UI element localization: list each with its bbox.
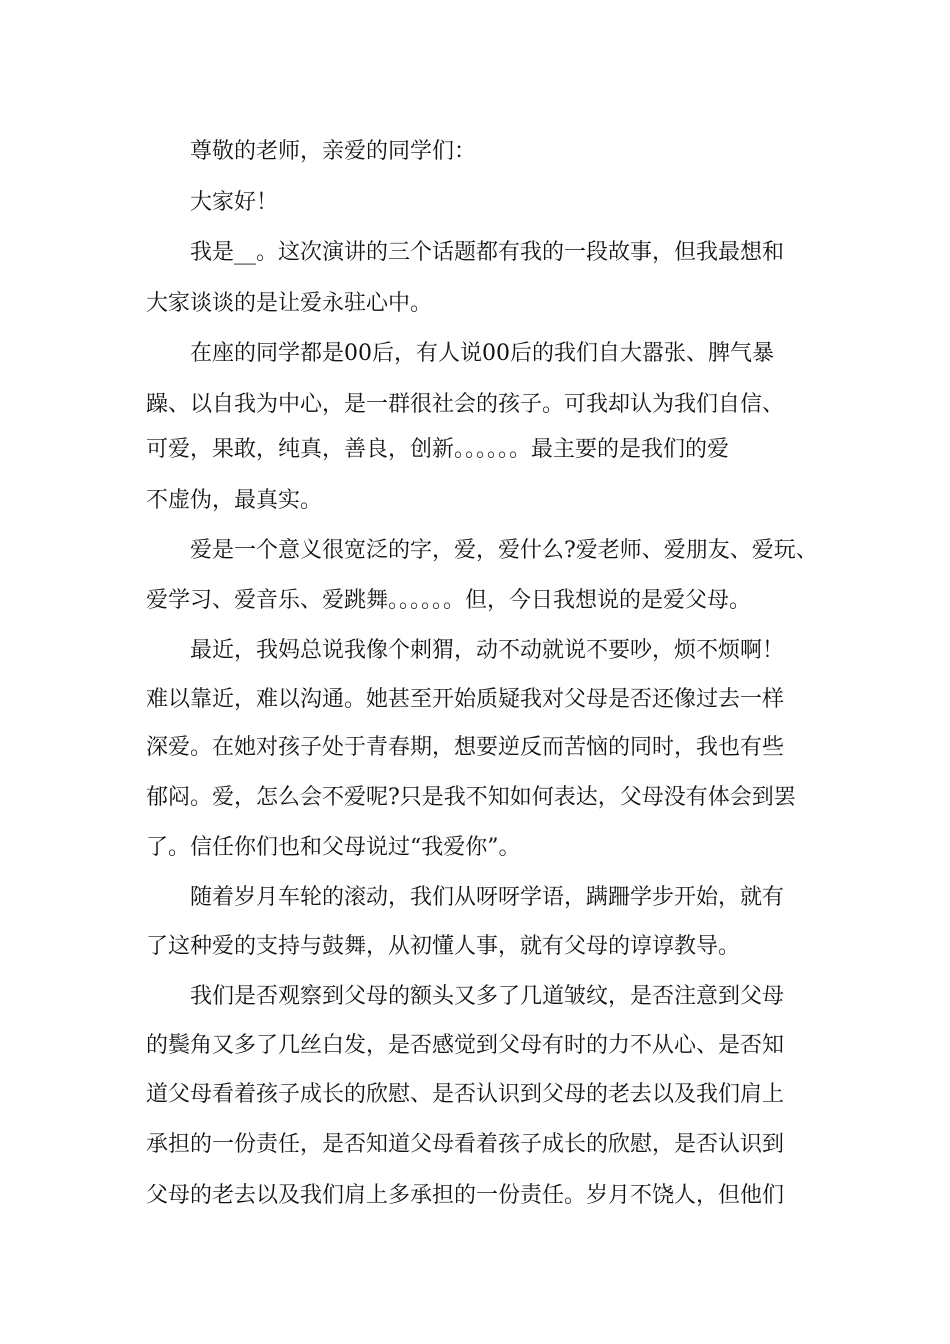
text-line: 我是__。这次演讲的三个话题都有我的一段故事，但我最想和 bbox=[190, 240, 785, 265]
text-line: 躁、以自我为中心，是一群很社会的孩子。可我却认为我们自信、 bbox=[146, 392, 785, 417]
text-line: 大家谈谈的是让爱永驻心中。 bbox=[146, 291, 433, 316]
text-line: 了。信任你们也和父母说过“我爱你”。 bbox=[146, 835, 521, 860]
text-line: 父母的老去以及我们肩上多承担的一份责任。岁月不饶人，但他们 bbox=[146, 1183, 785, 1208]
text-line: 最近，我妈总说我像个刺猬，动不动就说不要吵，烦不烦啊！ bbox=[190, 638, 785, 663]
text-line: 深爱。在她对孩子处于青春期，想要逆反而苦恼的同时，我也有些 bbox=[146, 735, 785, 760]
text-line: 道父母看着孩子成长的欣慰、是否认识到父母的老去以及我们肩上 bbox=[146, 1082, 785, 1107]
text-line: 郁闷。爱，怎么会不爱呢?只是我不知如何表达，父母没有体会到罢 bbox=[146, 785, 796, 810]
text-line: 可爱，果敢，纯真，善良，创新。。。。。。最主要的是我们的爱 bbox=[146, 437, 730, 462]
text-line: 不虚伪，最真实。 bbox=[146, 488, 323, 513]
text-line: 随着岁月车轮的滚动，我们从呀呀学语，蹒跚学步开始，就有 bbox=[190, 885, 785, 910]
text-line: 难以靠近，难以沟通。她甚至开始质疑我对父母是否还像过去一样 bbox=[146, 687, 785, 712]
text-line: 承担的一份责任，是否知道父母看着孩子成长的欣慰，是否认识到 bbox=[146, 1132, 785, 1157]
text-line: 爱是一个意义很宽泛的字，爱，爱什么?爱老师、爱朋友、爱玩、 bbox=[190, 538, 818, 563]
text-line: 了这种爱的支持与鼓舞，从初懂人事，就有父母的谆谆教导。 bbox=[146, 934, 741, 959]
text-line: 大家好！ bbox=[190, 190, 279, 215]
text-line: 尊敬的老师，亲爱的同学们： bbox=[190, 139, 477, 164]
text-line: 在座的同学都是00后，有人说00后的我们自大嚣张、脾气暴 bbox=[190, 341, 774, 366]
text-line: 我们是否观察到父母的额头又多了几道皱纹，是否注意到父母 bbox=[190, 984, 785, 1009]
text-line: 的鬓角又多了几丝白发，是否感觉到父母有时的力不从心、是否知 bbox=[146, 1033, 785, 1058]
text-line: 爱学习、爱音乐、爱跳舞。。。。。。但，今日我想说的是爱父母。 bbox=[146, 588, 752, 613]
